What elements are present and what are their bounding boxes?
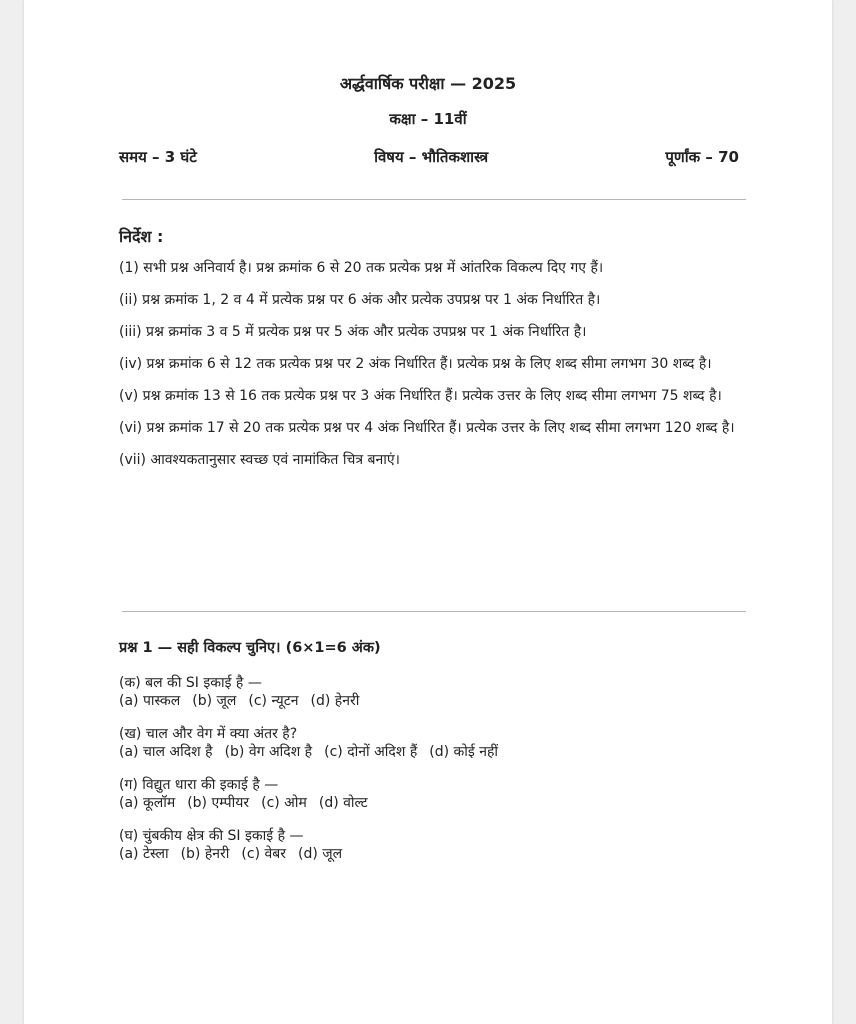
option: (c) न्यूटन (248, 693, 299, 709)
divider-top (122, 199, 746, 200)
option: (c) वेबर (241, 846, 286, 862)
option: (c) दोनों अदिश हैं (324, 744, 418, 760)
subquestion-text: (ग) विद्युत धारा की इकाई है — (119, 777, 279, 793)
option: (d) हेनरी (310, 693, 360, 709)
instruction-item: (v) प्रश्न क्रमांक 13 से 16 तक प्रत्येक प्रश्न पर 3 अंक निर्धारित हैं। प्रत्येक उत्तर के लिए शब्द सीमा लगभग 75 शब्द है। (119, 388, 722, 404)
subquestion-text: (ख) चाल और वेग में क्या अंतर है? (119, 726, 298, 742)
subquestion-text: (क) बल की SI इकाई है — (119, 675, 262, 691)
subquestion-ga (119, 776, 759, 812)
option: (a) कूलॉम (119, 795, 176, 811)
subquestion-ka (119, 674, 759, 710)
exam-subject: विषय – भौतिकशास्त्र (374, 148, 489, 166)
option-row (119, 845, 759, 863)
subquestion-text: (घ) चुंबकीय क्षेत्र की SI इकाई है — (119, 828, 304, 844)
option: (a) चाल अदिश है (119, 744, 213, 760)
option: (c) ओम (261, 795, 307, 811)
subquestion-kha (119, 725, 759, 761)
option: (a) टेस्ला (119, 846, 169, 862)
instruction-item: (vi) प्रश्न क्रमांक 17 से 20 तक प्रत्येक प्रश्न पर 4 अंक निर्धारित हैं। प्रत्येक उत्तर के लिए शब्द सीमा लगभग 120 शब्द है। (119, 420, 735, 436)
instruction-item: (iii) प्रश्न क्रमांक 3 व 5 में प्रत्येक प्रश्न पर 5 अंक और प्रत्येक उपप्रश्न पर 1 अंक निर्धारित है। (119, 324, 587, 340)
exam-max-marks: पूर्णांक – 70 (665, 148, 739, 166)
option-row (119, 794, 759, 812)
question-1-list (119, 674, 759, 878)
option: (d) वोल्ट (318, 795, 368, 811)
option: (b) वेग अदिश है (224, 744, 313, 760)
instructions-list (119, 260, 759, 484)
exam-meta-row (119, 147, 739, 169)
divider-middle (122, 611, 746, 612)
subquestion-gha (119, 827, 759, 863)
instruction-item: (iv) प्रश्न क्रमांक 6 से 12 तक प्रत्येक प्रश्न पर 2 अंक निर्धारित हैं। प्रत्येक प्रश्न के लिए शब्द सीमा लगभग 30 शब्द है। (119, 356, 712, 372)
question-1-heading: प्रश्न 1 — सही विकल्प चुनिए। (6×1=6 अंक) (119, 640, 381, 656)
option: (d) जूल (297, 846, 343, 862)
exam-time: समय – 3 घंटे (119, 148, 197, 166)
option: (d) कोई नहीं (429, 744, 499, 760)
option: (b) हेनरी (180, 846, 230, 862)
option: (b) एम्पीयर (187, 795, 250, 811)
instructions-heading: निर्देश : (119, 227, 164, 246)
exam-title: अर्द्धवार्षिक परीक्षा — 2025 (339, 74, 517, 93)
option: (a) पास्कल (119, 693, 181, 709)
exam-page (24, 0, 832, 1024)
option: (b) जूल (192, 693, 237, 709)
instruction-item: (1) सभी प्रश्न अनिवार्य है। प्रश्न क्रमांक 6 से 20 तक प्रत्येक प्रश्न में आंतरिक विकल्प दिए गए हैं। (119, 260, 604, 276)
class-line: कक्षा – 11वीं (389, 110, 467, 128)
option-row (119, 743, 759, 761)
option-row (119, 692, 759, 710)
instruction-item: (ii) प्रश्न क्रमांक 1, 2 व 4 में प्रत्येक प्रश्न पर 6 अंक और प्रत्येक उपप्रश्न पर 1 अंक निर्धारित है। (119, 292, 601, 308)
instruction-item: (vii) आवश्यकतानुसार स्वच्छ एवं नामांकित चित्र बनाएं। (119, 452, 400, 468)
